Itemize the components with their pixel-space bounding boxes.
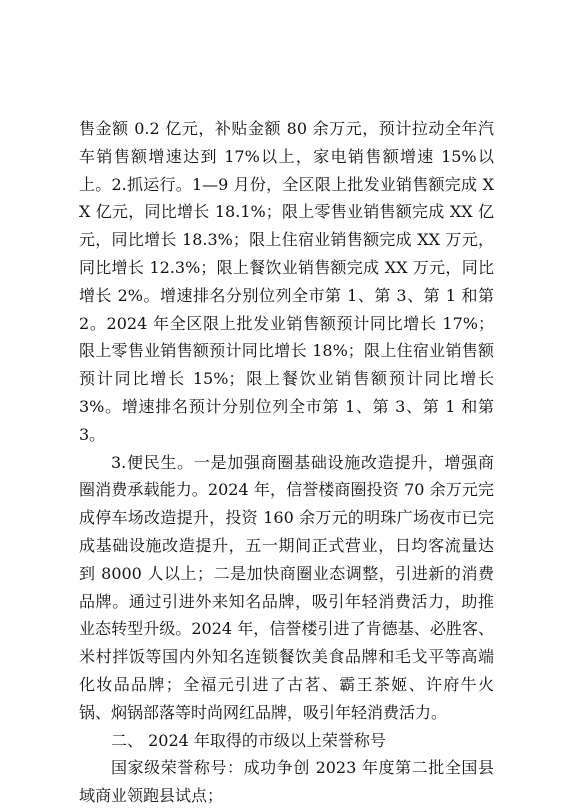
paragraph-national-honor: 国家级荣誉称号：成功争创 2023 年度第二批全国县域商业领跑县试点； <box>79 758 494 806</box>
paragraph-livelihood: 3.便民生。一是加强商圈基础设施改造提升，增强商圈消费承载能力。2024 年，信誉楼商圈投资 70 余万元完成停车场改造提升，投资 160 余万元的明珠广场夜市已完成基础设施改造提升，五一期间正式营业，日均客流量达到 8000 人以上；二是加快商圈业态调整，引进新的消费品牌。通过引进外来知名品牌，吸引年轻消费活力，助推业态转型升级。2024 年，信誉楼引进了肯德基、必胜客、米村拌饭等国内外知名连锁餐饮美食品牌和毛戈平等高端化妆品品牌；全福元引进了古茗、霸王茶姬、许府牛火锅、焖锅部落等时尚网红品牌，吸引年轻消费活力。 <box>79 452 494 722</box>
paragraph-sales-operation: 售金额 0.2 亿元，补贴金额 80 余万元，预计拉动全年汽车销售额增速达到 17%以上，家电销售额增速 15%以上。2.抓运行。1—9 月份，全区限上批发业销售额完成 XX 亿元，同比增长 18.1%；限上零售业销售额完成 XX 亿元，同比增长 18.3%；限上住宿业销售额完成 XX 万元，同比增长 12.3%；限上餐饮业销售额完成 XX 万元，同比增长 2%。增速排名分别位列全市第 1、第 3、第 1 和第 2。2024 年全区限上批发业销售额预计同比增长 17%；限上零售业销售额预计同比增长 18%；限上住宿业销售额预计同比增长 15%；限上餐饮业销售额预计同比增长 3%。增速排名预计分别位列全市第 1、第 3、第 1 和第 3。 <box>79 119 494 444</box>
section-heading-honors: 二、 2024 年取得的市级以上荣誉称号 <box>111 730 386 750</box>
document-page <box>79 115 494 810</box>
